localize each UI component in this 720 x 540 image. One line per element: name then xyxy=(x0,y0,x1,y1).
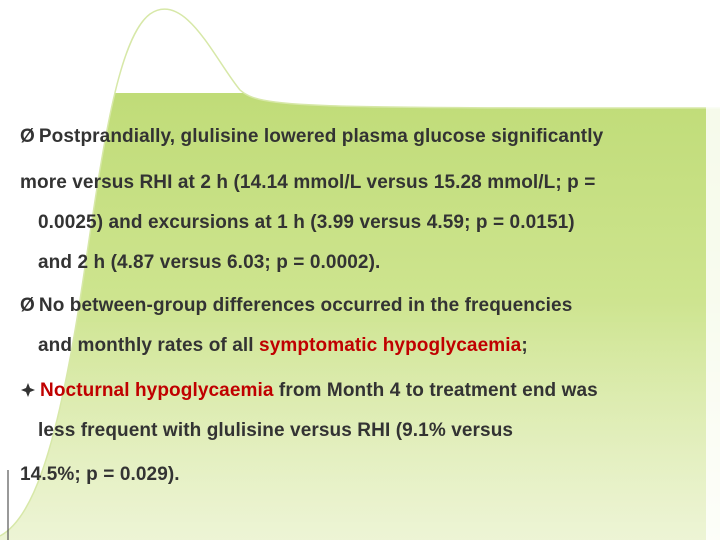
diamond-bullet-glyph xyxy=(20,382,36,398)
bullet-1-line-4: and 2 h (4.87 versus 6.03; p = 0.0002). xyxy=(38,252,381,273)
bullet-1-line-2: more versus RHI at 2 h (14.14 mmol/L versus 15.28 mmol/L; p = xyxy=(20,172,596,193)
bullet-3-line-1: Nocturnal hypoglycaemia from Month 4 to treatment end was xyxy=(20,379,598,402)
arrowhead-bullet-icon: Ø xyxy=(20,126,35,147)
bullet-3-line-3: 14.5%; p = 0.029). xyxy=(20,464,180,485)
bullet-1-line-1: Ø Postprandially, glulisine lowered plasma glucose significantly xyxy=(20,126,604,147)
diamond-bullet-icon xyxy=(20,379,36,401)
arrowhead-bullet-icon: Ø xyxy=(20,295,35,316)
bullet-2-line-1: Ø No between-group differences occurred in the frequencies xyxy=(20,295,573,316)
bullet-3-line-2: less frequent with glulisine versus RHI (9.1% versus xyxy=(38,420,514,441)
highlight-symptomatic-hypoglycaemia: symptomatic hypoglycaemia xyxy=(259,335,522,356)
bullet-1-line-3: 0.0025) and excursions at 1 h (3.99 versus 4.59; p = 0.0151) xyxy=(38,212,575,233)
highlight-nocturnal-hypoglycaemia: Nocturnal hypoglycaemia xyxy=(40,380,274,401)
bullet-2-line-2: and monthly rates of all symptomatic hypoglycaemia; xyxy=(38,335,528,356)
